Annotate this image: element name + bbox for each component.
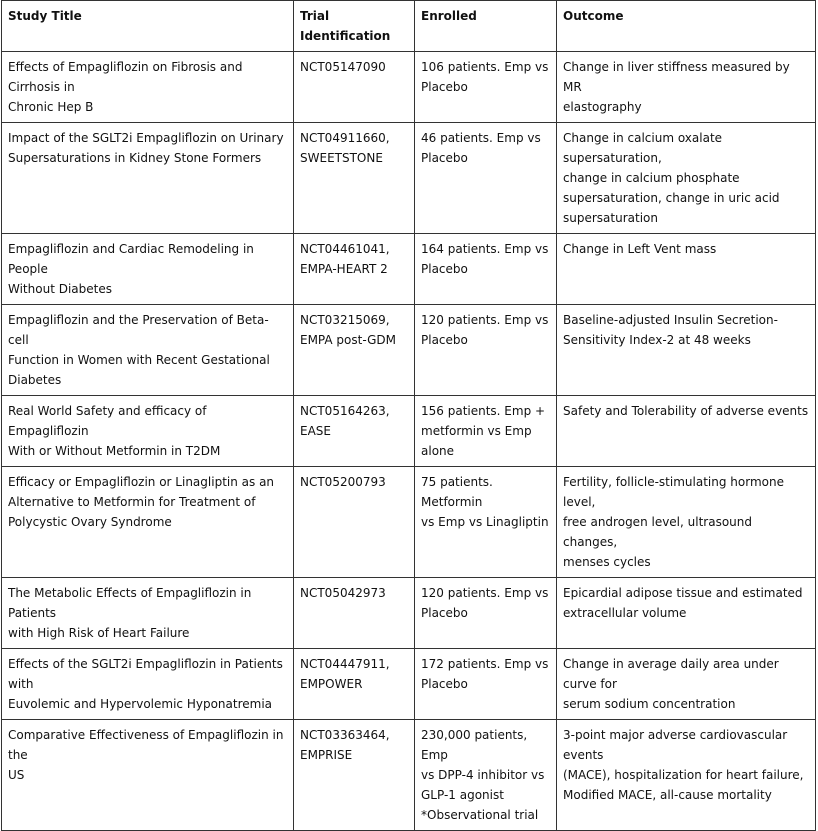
cell-study-title: Real World Safety and efficacy of Empagliflozin With or Without Metformin in T2DM	[2, 396, 294, 467]
cell-outcome: Change in average daily area under curve for serum sodium concentration	[557, 649, 816, 720]
cell-outcome: Change in calcium oxalate supersaturation, change in calcium phosphate supersaturation, change in uric acid supersaturation	[557, 123, 816, 234]
table-row	[2, 720, 816, 831]
cell-study-title: Impact of the SGLT2i Empagliflozin on Urinary Supersaturations in Kidney Stone Formers	[2, 123, 294, 234]
cell-study-title: Effects of Empagliflozin on Fibrosis and Cirrhosis in Chronic Hep B	[2, 52, 294, 123]
cell-trial-id: NCT03363464, EMPRISE	[294, 720, 415, 831]
cell-enrolled: 156 patients. Emp + metformin vs Emp alone	[415, 396, 557, 467]
cell-enrolled: 172 patients. Emp vs Placebo	[415, 649, 557, 720]
cell-trial-id: NCT05200793	[294, 467, 415, 578]
table-row	[2, 578, 816, 649]
table-row	[2, 396, 816, 467]
cell-study-title: The Metabolic Effects of Empagliflozin in Patients with High Risk of Heart Failure	[2, 578, 294, 649]
cell-enrolled: 106 patients. Emp vs Placebo	[415, 52, 557, 123]
table-row	[2, 305, 816, 396]
cell-outcome: Fertility, follicle-stimulating hormone level, free androgen level, ultrasound changes, menses cycles	[557, 467, 816, 578]
cell-enrolled: 230,000 patients, Emp vs DPP-4 inhibitor vs GLP-1 agonist *Observational trial	[415, 720, 557, 831]
table-row	[2, 234, 816, 305]
header-row	[2, 1, 816, 52]
cell-trial-id: NCT04911660, SWEETSTONE	[294, 123, 415, 234]
table-body	[2, 52, 816, 831]
header-study-title: Study Title	[2, 1, 294, 52]
cell-enrolled: 75 patients. Metformin vs Emp vs Linagliptin	[415, 467, 557, 578]
cell-trial-id: NCT05147090	[294, 52, 415, 123]
cell-enrolled: 120 patients. Emp vs Placebo	[415, 305, 557, 396]
cell-outcome: 3-point major adverse cardiovascular events (MACE), hospitalization for heart failure, Modified MACE, all-cause mortality	[557, 720, 816, 831]
cell-study-title: Comparative Effectiveness of Empagliflozin in the US	[2, 720, 294, 831]
header-outcome: Outcome	[557, 1, 816, 52]
table-row	[2, 467, 816, 578]
cell-outcome: Change in Left Vent mass	[557, 234, 816, 305]
header-trial-identification: Trial Identification	[294, 1, 415, 52]
cell-enrolled: 46 patients. Emp vs Placebo	[415, 123, 557, 234]
cell-outcome: Change in liver stiffness measured by MR elastography	[557, 52, 816, 123]
cell-study-title: Effects of the SGLT2i Empagliflozin in Patients with Euvolemic and Hypervolemic Hyponatremia	[2, 649, 294, 720]
table-row	[2, 123, 816, 234]
cell-study-title: Empagliflozin and the Preservation of Beta-cell Function in Women with Recent Gestational Diabetes	[2, 305, 294, 396]
table-row	[2, 52, 816, 123]
cell-study-title: Efficacy or Empagliflozin or Linagliptin as an Alternative to Metformin for Treatment of Polycystic Ovary Syndrome	[2, 467, 294, 578]
cell-outcome: Epicardial adipose tissue and estimated extracellular volume	[557, 578, 816, 649]
cell-enrolled: 120 patients. Emp vs Placebo	[415, 578, 557, 649]
cell-study-title: Empagliflozin and Cardiac Remodeling in People Without Diabetes	[2, 234, 294, 305]
cell-trial-id: NCT03215069, EMPA post-GDM	[294, 305, 415, 396]
header-enrolled: Enrolled	[415, 1, 557, 52]
cell-trial-id: NCT04447911, EMPOWER	[294, 649, 415, 720]
cell-outcome: Baseline-adjusted Insulin Secretion- Sensitivity Index-2 at 48 weeks	[557, 305, 816, 396]
cell-trial-id: NCT05042973	[294, 578, 415, 649]
cell-trial-id: NCT04461041, EMPA-HEART 2	[294, 234, 415, 305]
cell-enrolled: 164 patients. Emp vs Placebo	[415, 234, 557, 305]
table-header	[2, 1, 816, 52]
cell-trial-id: NCT05164263, EASE	[294, 396, 415, 467]
cell-outcome: Safety and Tolerability of adverse events	[557, 396, 816, 467]
table-row	[2, 649, 816, 720]
trials-table	[1, 0, 816, 831]
